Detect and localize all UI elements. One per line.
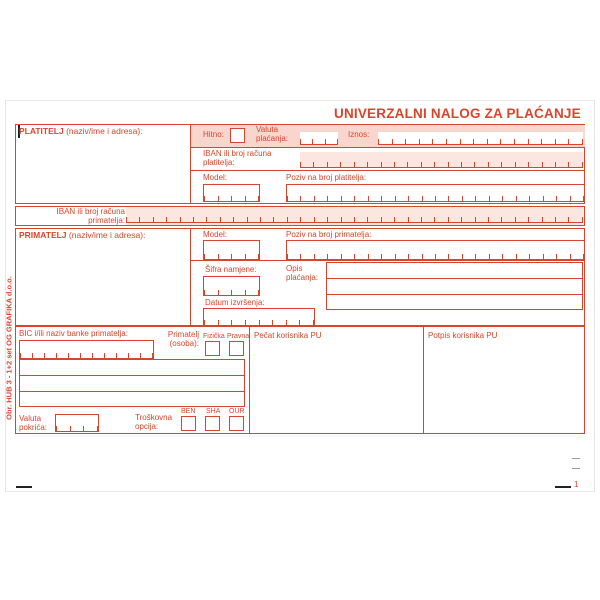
payee-model-field[interactable] (203, 240, 260, 260)
stamp-label: Pečat korisnika PU (254, 331, 322, 340)
legal-person-label: Pravna (227, 333, 250, 340)
cost-option-label: Troškovna opcija: (135, 413, 173, 431)
payer-name-field[interactable] (20, 140, 185, 200)
amount-label: Iznos: (348, 130, 370, 139)
ben-checkbox[interactable] (181, 416, 196, 431)
legal-person-checkbox[interactable] (229, 341, 244, 356)
purpose-code-label: Šifra namjene: (205, 265, 257, 274)
payee-ref-field[interactable] (286, 240, 585, 260)
urgent-label: Hitno: (203, 130, 224, 139)
bank-name-field[interactable] (19, 359, 245, 407)
payer-iban-field[interactable] (300, 155, 583, 168)
payee-ref-label: Poziv na broj primatelja: (286, 230, 372, 239)
amount-field[interactable] (378, 132, 583, 145)
purpose-code-field[interactable] (203, 276, 260, 296)
payee-type-label: Primatelj (osoba): (167, 330, 199, 348)
natural-person-checkbox[interactable] (205, 341, 220, 356)
description-label: Opis plaćanja: (286, 264, 319, 282)
cut-mark-left (16, 486, 32, 488)
bic-field[interactable] (19, 340, 154, 359)
payer-ref-field[interactable] (286, 184, 585, 202)
payer-label: PLATITELJ (naziv/ime i adresa): (19, 126, 143, 136)
urgent-checkbox[interactable] (230, 128, 245, 143)
exec-date-field[interactable] (203, 308, 315, 326)
payer-ref-label: Poziv na broj platitelja: (286, 173, 367, 182)
bic-label: BIC i/ili naziv banke primatelja: (19, 329, 128, 338)
signature-area[interactable] (426, 344, 582, 430)
payer-iban-label: IBAN ili broj računa platitelja: (203, 149, 272, 167)
signature-label: Potpis korisnika PU (428, 331, 498, 340)
side-print-text: Obr. HUB 3 - 1+2 set OG GRAFIKA d.o.o. (4, 276, 14, 420)
payee-iban-field[interactable] (126, 210, 583, 223)
exec-date-label: Datum izvršenja: (205, 298, 265, 307)
currency-field[interactable] (300, 132, 338, 145)
our-checkbox[interactable] (229, 416, 244, 431)
description-field[interactable] (326, 262, 583, 310)
stamp-area[interactable] (252, 344, 420, 430)
cut-mark-right (555, 486, 571, 488)
payee-label: PRIMATELJ (naziv/ime i adresa): (19, 230, 146, 240)
payee-name-field[interactable] (20, 244, 185, 322)
form-title: UNIVERZALNI NALOG ZA PLAĆANJE (334, 106, 581, 121)
sha-label: SHA (206, 408, 221, 415)
model-label: Model: (203, 173, 228, 182)
page-number: 1 (574, 480, 579, 489)
side-print-code (3, 262, 15, 434)
our-label: OUR (229, 408, 245, 415)
sha-checkbox[interactable] (205, 416, 220, 431)
payee-iban-label: IBAN ili broj računa primatelja: (56, 207, 125, 225)
currency-label: Valuta plaćanja: (256, 125, 289, 143)
cover-currency-label: Valuta pokrića: (19, 414, 48, 432)
natural-person-label: Fizička (203, 333, 225, 340)
payer-model-field[interactable] (203, 184, 260, 202)
cover-currency-field[interactable] (55, 414, 99, 432)
model2-label: Model: (203, 230, 228, 239)
ben-label: BEN (181, 408, 196, 415)
